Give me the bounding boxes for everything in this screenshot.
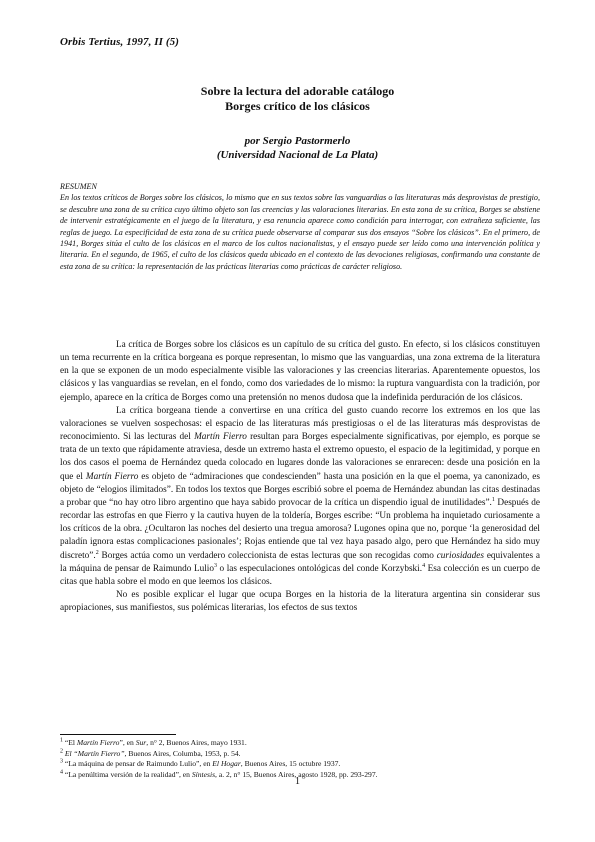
body-text xyxy=(60,339,540,615)
abstract-heading: RESUMEN xyxy=(60,182,97,191)
footnote-text: “El xyxy=(63,738,77,747)
journal-header: Orbis Tertius, 1997, II (5) xyxy=(60,36,180,48)
paragraph-1: La crítica de Borges sobre los clásicos es un capítulo de su crítica del gusto. En efecto, si los clásicos constituyen un tema recurrente en la crítica borgeana es porque representan, lo mismo que las vanguardias, una zona extrema de la literatura en la que se exponen de un modo especialmente visible las valoraciones y las creencias literarias. Aparentemente opuestos, los clásicos y las vanguardias se revelan, en el fondo, como dos variedades de lo mismo: la ruptura vanguardista con la tradición, por ejemplo, aparece en la crítica de Borges como una pretensión no menos dudosa que la indefinida perduración de los clásicos. xyxy=(60,340,540,403)
footnote-text: “La penúltima versión de la realidad”, en xyxy=(63,769,192,779)
page-number: 1 xyxy=(295,776,300,787)
footnotes xyxy=(60,738,540,780)
article-title xyxy=(60,84,535,114)
p2-italic-martin-fierro-1: Martín Fierro xyxy=(194,432,247,443)
footnote-text: , a. 2, n° 15, Buenos Aires, agosto 1928, pp. 293-297. xyxy=(215,769,378,779)
footnote-ref-3[interactable]: 3 xyxy=(213,562,217,569)
p2-italic-martin-fierro-2: Martín Fierro xyxy=(85,471,139,482)
p2-text-c: es objeto de “admiraciones que condescienden” hasta una posición en la que el poema, ya canonizado, es objeto de “elogios ilimitados”. En todos los textos que Borges escribió sobre el poema de Hernández abundan las citas destinadas a probar que “no hay otro libro argentino que haya sabido provocar de la crítica un dispendio igual de inutilidades”. xyxy=(60,471,540,508)
footnote-divider xyxy=(60,734,176,735)
p2-text-b: resultan para Borges especialmente significativas, por ejemplo, es porque se trata de un texto que rápidamente atraviesa, desde un extremo hasta el extremo opuesto, el espacio de la legitimidad, y porque en los dos casos el poema de Hernández queda colocado en lugares donde las valoraciones se enrarecen: desde una posición en la que el xyxy=(60,432,541,482)
paragraph-3: No es posible explicar el lugar que ocupa Borges en la historia de la literatura argentina sin considerar sus apropiaciones, sus manifiestos, sus polémicas literarias, los efectos de sus textos xyxy=(60,589,540,614)
footnote-number: 4 xyxy=(60,769,63,776)
abstract-text: En los textos críticos de Borges sobre los clásicos, lo mismo que en sus textos sobre las vanguardias o las literaturas más desprovistas de prestigio, se descubre una zona de su crítica cuyo último objeto son las creencias y las valoraciones literarias. En esta zona de su crítica, Borges se abstiene de intervenir estratégicamente en el juego de la literatura, y esa renuncia aparece como condición para interrogar, con extrañeza suficiente, las reglas de juego. La especificidad de esta zona de su crítica puede observarse al comparar sus dos ensayos “Sobre los clásicos”. En el primero, de 1941, Borges sitúa el culto de los clásicos en el marco de los cultos nacionalistas, y el ensayo puede ser leído como una intervención política y literaria. En el segundo, de 1965, el culto de los clásicos queda ubicado en el contexto de las devociones religiosas, confirmando una constante de esta zona de su crítica: la representación de las prácticas literarias como prácticas de carácter religioso. xyxy=(60,193,540,271)
footnote-italic: Síntesis xyxy=(191,769,216,779)
footnote-3 xyxy=(60,759,540,770)
p2-text-d: Después de recordar las estrofas en que Fierro y la cautiva huyen de la toldería, Borges escribe: “Un problema ha inquietado curiosamente a los críticos de la obra. ¿Ocultaron las noches del desierto una tregua amorosa? Lugones opina que no, porque ‘la generosidad del paladín ignora estas complicaciones pasionales’; Rojas entiende que tal vez haya pasado algo, pero que Hernández ha sido muy discreto”. xyxy=(60,497,541,561)
p2-text-h: Esa colección es un cuerpo de citas que habla sobre el modo en que leemos los clásicos. xyxy=(60,563,540,587)
footnote-italic: El “Martín Fierro” xyxy=(64,748,125,758)
footnote-number: 2 xyxy=(60,748,63,755)
title-line-1: Sobre la lectura del adorable catálogo xyxy=(200,84,395,98)
footnote-number: 3 xyxy=(60,758,63,765)
footnote-text: “La máquina de pensar de Raimundo Lulio”, en xyxy=(63,759,213,769)
title-line-2: Borges crítico de los clásicos xyxy=(225,99,370,113)
footnote-ref-2[interactable]: 2 xyxy=(95,549,99,556)
author-affiliation: (Universidad Nacional de La Plata) xyxy=(216,149,379,161)
footnote-text: , Buenos Aires, Columba, 1953, p. 54. xyxy=(124,748,241,758)
footnote-italic: Martín Fierro xyxy=(76,738,120,747)
abstract xyxy=(60,181,540,272)
footnote-ref-4[interactable]: 4 xyxy=(422,562,426,569)
footnote-number: 1 xyxy=(60,737,63,744)
footnote-1 xyxy=(60,738,540,749)
p2-text-f: equivalentes a la máquina de pensar de Raimundo Lulio xyxy=(60,550,540,574)
p2-text-g: o las especulaciones ontológicas del conde Korzybski. xyxy=(216,563,423,574)
p2-text-a: La crítica borgeana tiende a convertirse en una crítica del gusto cuando recorre los extremos en los que las valoraciones se vuelven sospechosas: el espacio de las literaturas más prestigiosas o el de las literaturas más desprovistas de reconocimiento. Si las lecturas del xyxy=(60,405,540,443)
footnote-italic: Sur xyxy=(135,738,147,747)
p2-text-e: Borges actúa como un verdadero coleccionista de estas lecturas que son recogidas como xyxy=(98,550,437,561)
footnote-2 xyxy=(60,749,540,760)
footnote-text: , n° 2, Buenos Aires, mayo 1931. xyxy=(146,738,247,747)
footnote-italic: El Hogar xyxy=(212,759,241,769)
footnote-ref-1[interactable]: 1 xyxy=(491,496,495,503)
author-block xyxy=(60,134,535,162)
p2-italic-curiosidades: curiosidades xyxy=(436,550,484,561)
paragraph-2 xyxy=(60,405,540,589)
footnote-text: , Buenos Aires, 15 octubre 1937. xyxy=(240,759,341,769)
footnote-text: ”, en xyxy=(119,738,136,747)
author-name: por Sergio Pastormerlo xyxy=(244,135,351,147)
